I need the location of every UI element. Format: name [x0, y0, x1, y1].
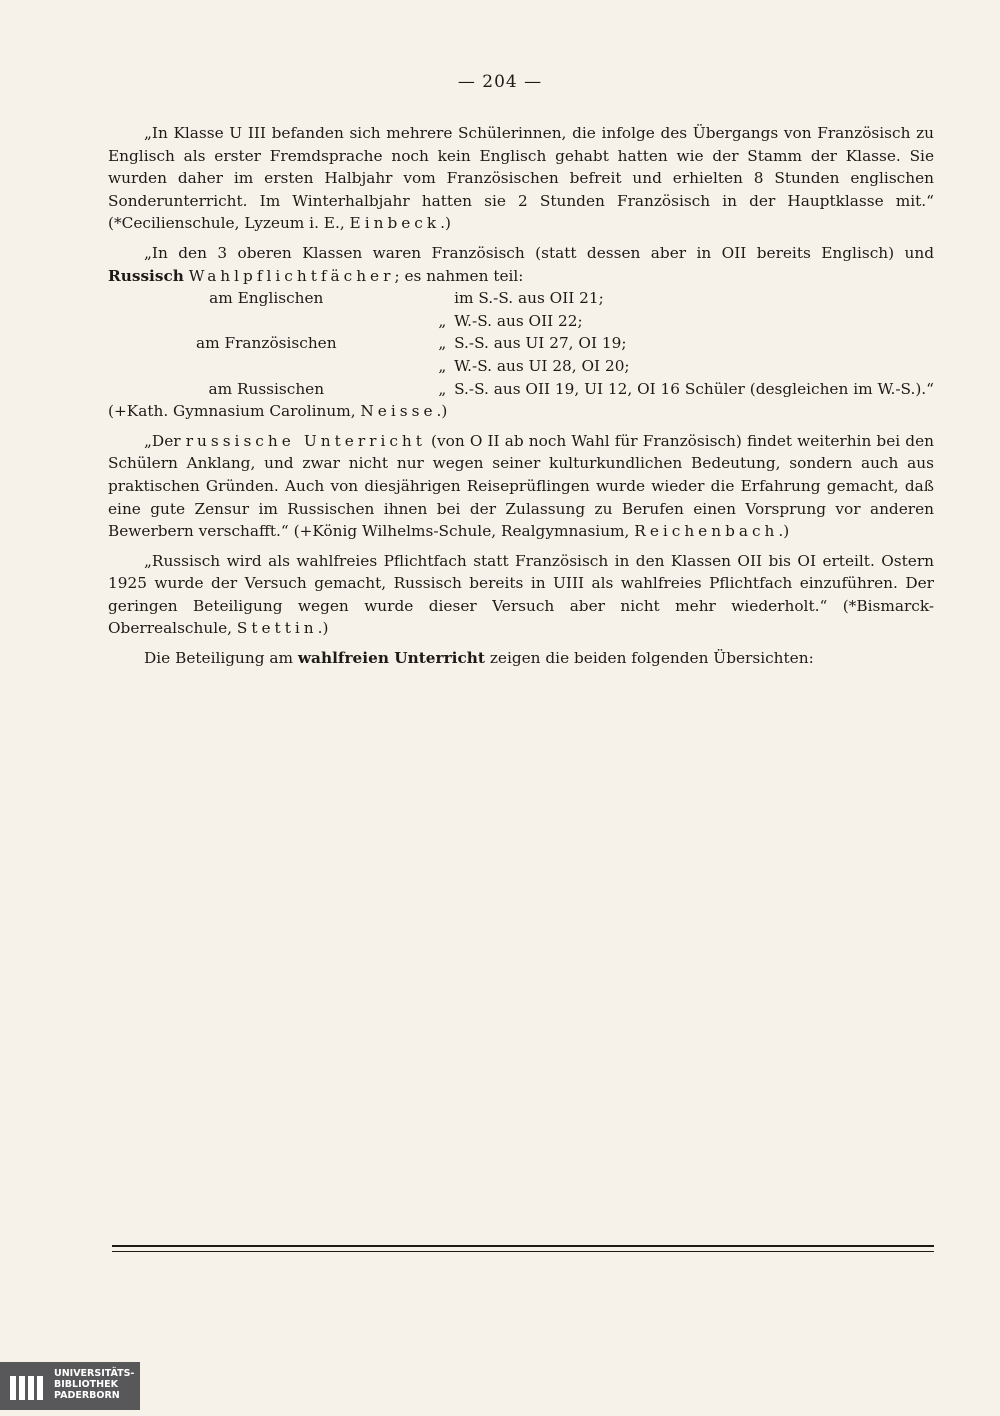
logo-text-line-3: PADERBORN: [54, 1390, 120, 1401]
library-logo-icon: [8, 1368, 48, 1404]
paragraph-5-text: „Russisch wird als wahlfreies Pflichtfach statt Französisch in den Klassen OII bis OI erteilt. Ostern 1925 wurde der Versuch gemacht, Russisch bereits in UIII als wahlfreies Pflichtfach einzuführen. Der geringen Beteiligung wegen wurde dieser Versuch aber nicht mehr wiederholt.“ (*Bismarck-Oberrealschule,: [108, 551, 934, 638]
wahlpflichtfaecher-spaced: Wahlpflichtfächer: [188, 266, 395, 285]
paragraph-2-end: ; es nahmen teil:: [394, 266, 524, 285]
participation-row: [108, 287, 934, 310]
russischer-unterricht-spaced: russische Unterricht: [185, 431, 426, 450]
participation-row: [108, 355, 934, 378]
paragraph-6-text: Die Beteiligung am: [144, 649, 298, 668]
participation-detail: W.-S. aus UI 28, OI 20;: [454, 356, 630, 375]
ditto-mark: „: [438, 356, 447, 375]
participation-row: [108, 332, 934, 355]
paragraph-1: [108, 122, 934, 235]
place-stettin: Stettin: [236, 619, 318, 638]
page-number: — 204 —: [457, 72, 543, 92]
closing-rule-thick: [112, 1245, 934, 1247]
participation-row: [108, 310, 934, 333]
library-logo: [0, 1362, 140, 1410]
paragraph-2-text: „In den 3 oberen Klassen waren Französisch (statt dessen aber in OII bereits Englisch) und: [144, 243, 934, 262]
ditto-mark: „: [438, 334, 447, 353]
place-reichenbach: Reichenbach: [634, 522, 779, 541]
participation-detail: W.-S. aus OII 22;: [454, 311, 583, 330]
place-neisse: Neisse: [360, 402, 437, 421]
paragraph-1-text: „In Klasse U III befanden sich mehrere Schülerinnen, die infolge des Übergangs von Französisch zu Englisch als erster Fremdsprache noch kein Englisch gehabt hatten wie der Stamm der Klasse. Sie wurden daher im ersten Halbjahr vom Französischen befreit und erhielten 8 Stunden englischen Sonderunterricht. Im Winterhalbjahr hatten sie 2 Stunden Französisch in der Hauptklasse mit.“ (*Cecilienschule, Lyzeum i. E.,: [108, 124, 934, 233]
participation-detail: S.-S. aus UI 27, OI 19;: [454, 334, 627, 353]
subject-label: am Englischen: [209, 289, 324, 308]
subject-label: [108, 310, 431, 333]
participation-detail: S.-S. aus OII 19, UI 12, OI 16 Schüler (desgleichen im W.-S.).“: [454, 379, 934, 398]
paragraph-4-text: „Der: [144, 431, 186, 450]
russisch-bold: Russisch: [108, 266, 184, 285]
paragraph-2: [108, 242, 934, 287]
closing-rule-thin: [112, 1251, 934, 1252]
ditto-mark: „: [438, 379, 447, 398]
ditto-mark: [431, 287, 455, 310]
wahlfreien-unterricht-bold: wahlfreien Unterricht: [297, 649, 485, 668]
ditto-mark: „: [438, 311, 447, 330]
paragraph-4: „Der russische Unterricht (von O II ab noch Wahl für Französisch) findet weiterhin bei den Schülern Anklang, und zwar nicht nur wegen seiner kulturkundlichen Bedeutung, sondern auch aus praktischen Gründen. Auch von diesjährigen Reiseprüflingen wurde wieder die Erfahrung gemacht, daß eine gute Zensur im Russischen ihnen bei der Zulassung zu Berufen einen Vorsprung vor anderen Bewerbern verschafft.“ (+König Wilhelms-Schule, Realgymnasium, Reichenbach.): [108, 431, 934, 541]
logo-text-line-1: UNIVERSITÄTS-: [54, 1368, 135, 1379]
paragraph-3: (+Kath. Gymnasium Carolinum, Neisse.): [108, 402, 448, 421]
paragraph-1-end: .): [440, 214, 451, 233]
participation-table: [108, 287, 934, 400]
subject-label: am Französischen: [196, 334, 337, 353]
paragraph-6: Die Beteiligung am wahlfreien Unterricht zeigen die beiden folgenden Übersichten:: [144, 649, 814, 668]
logo-text-line-2: BIBLIOTHEK: [54, 1379, 118, 1390]
participation-detail: im S.-S. aus OII 21;: [454, 289, 604, 308]
paragraph-3-text: (+Kath. Gymnasium Carolinum,: [108, 402, 361, 421]
place-einbeck: Einbeck: [349, 214, 441, 233]
subject-label: [108, 355, 431, 378]
page-body: [108, 122, 934, 677]
subject-label: am Russischen: [208, 379, 325, 398]
paragraph-5: „Russisch wird als wahlfreies Pflichtfach statt Französisch in den Klassen OII bis OI erteilt. Ostern 1925 wurde der Versuch gemacht, Russisch bereits in UIII als wahlfreies Pflichtfach einzuführen. Der geringen Beteiligung wegen wurde dieser Versuch aber nicht mehr wiederholt.“ (*Bismarck-Oberrealschule, Stettin.): [108, 551, 934, 638]
participation-row: [108, 378, 934, 401]
